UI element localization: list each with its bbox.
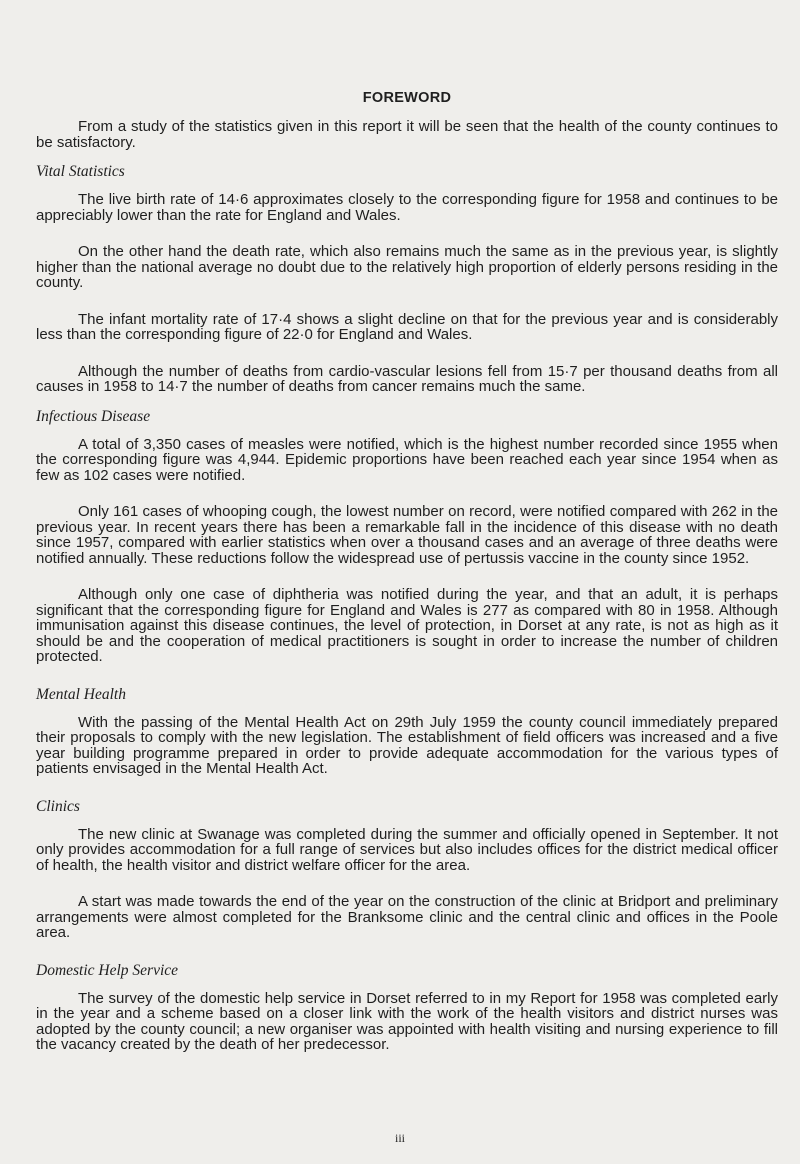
paragraph: With the passing of the Mental Health Act on 29th July 1959 the county council immediately prepared their proposals to comply with the new legislation. The establishment of field officers was increased and a five year building programme prepared in order to provide adequate accommodation for the various types of patients envisaged in the Mental Health Act. bbox=[36, 713, 778, 777]
paragraph: The live birth rate of 14·6 approximates closely to the corresponding figure for 1958 and continues to be appreciably lower than the rate for England and Wales. bbox=[36, 191, 778, 224]
paragraph: On the other hand the death rate, which also remains much the same as in the previous year, is slightly higher than the national average no doubt due to the relatively high proportion of elderly persons residing in the county. bbox=[36, 243, 778, 291]
paragraph: The infant mortality rate of 17·4 shows a slight decline on that for the previous year and is considerably less than the corresponding figure of 22·0 for England and Wales. bbox=[36, 310, 778, 343]
section-infectious-disease bbox=[36, 408, 778, 665]
paragraph: A start was made towards the end of the year on the construction of the clinic at Bridport and preliminary arrangements were almost completed for the Branksome clinic and the central clinic and offices in the Poole area. bbox=[36, 893, 778, 941]
section-heading: Mental Health bbox=[36, 685, 126, 703]
paragraph: The survey of the domestic help service in Dorset referred to in my Report for 1958 was completed early in the year and a scheme based on a closer link with the work of the health visitors and district nurses was adopted by the county council; a new organiser was appointed with health visiting and nursing experience to fill the vacancy created by the death of her predecessor. bbox=[36, 989, 778, 1053]
paragraph: Only 161 cases of whooping cough, the lowest number on record, were notified compared with 262 in the previous year. In recent years there has been a remarkable fall in the incidence of this disease with no death since 1957, compared with earlier statistics when over a thousand cases and an average of three deaths were notified annually. These reductions follow the widespread use of pertussis vaccine in the county since 1952. bbox=[36, 503, 778, 567]
section-heading: Infectious Disease bbox=[36, 407, 151, 425]
section-mental-health bbox=[36, 686, 778, 777]
page-title: FOREWORD bbox=[362, 90, 452, 106]
section-clinics bbox=[36, 798, 778, 941]
paragraph: Although the number of deaths from cardio-vascular lesions fell from 15·7 per thousand deaths from all causes in 1958 to 14·7 the number of deaths from cancer remains much the same. bbox=[36, 362, 778, 395]
section-heading: Clinics bbox=[36, 797, 80, 815]
intro-paragraph: From a study of the statistics given in this report it will be seen that the health of the county continues to be satisfactory. bbox=[36, 118, 778, 151]
paragraph: Although only one case of diphtheria was notified during the year, and that an adult, it is perhaps significant that the corresponding figure for England and Wales is 277 as compared with 80 in 1958. Although immunisation against this disease continues, the level of protection, in Dorset at any rate, is not as high as it should be and the cooperation of medical practitioners is sought in order to increase the number of children protected. bbox=[36, 586, 778, 665]
paragraph: A total of 3,350 cases of measles were notified, which is the highest number recorded since 1955 when the corresponding figure was 4,944. Epidemic proportions have been reached each year since 1954 when as few as 102 cases were notified. bbox=[36, 435, 778, 484]
section-heading: Domestic Help Service bbox=[36, 961, 179, 979]
page-number: iii bbox=[394, 1131, 405, 1145]
section-vital-statistics bbox=[36, 163, 778, 395]
section-heading: Vital Statistics bbox=[36, 163, 125, 180]
paragraph: The new clinic at Swanage was completed during the summer and officially opened in September. It not only provides accommodation for a full range of services but also includes offices for the district medical officer of health, the health visitor and district welfare officer for the area. bbox=[36, 825, 778, 874]
section-domestic-help-service bbox=[36, 962, 778, 1053]
